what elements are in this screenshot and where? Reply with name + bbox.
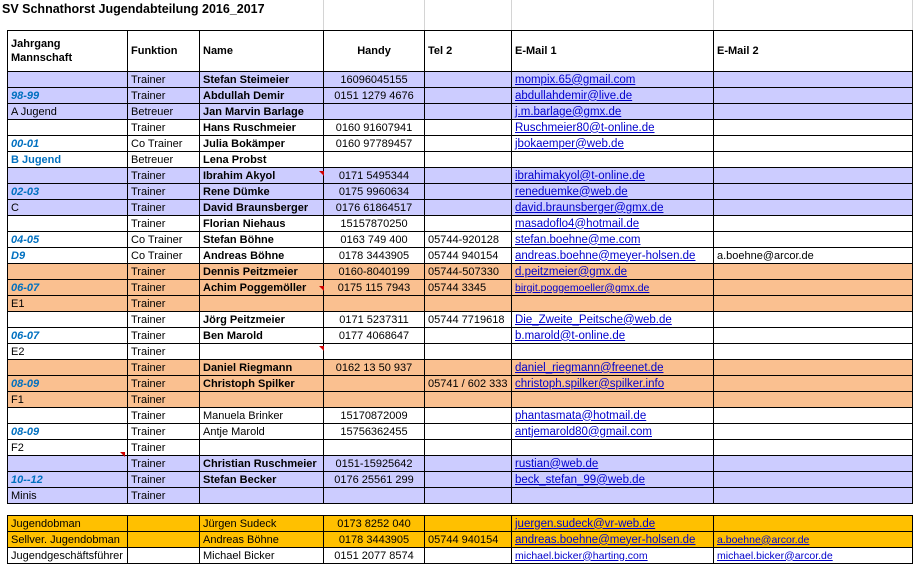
header-mannschaft-label: Mannschaft — [11, 52, 73, 64]
email2-cell — [714, 120, 913, 136]
handy-cell: 15756362455 — [324, 424, 425, 440]
name-cell: Antje Marold — [200, 424, 324, 440]
handy-cell: 0151-15925642 — [324, 456, 425, 472]
funktion-cell: Trainer — [128, 488, 200, 504]
handy-cell: 0171 5495344 — [324, 168, 425, 184]
email1-link[interactable]: andreas.boehne@meyer-holsen.de — [512, 532, 714, 548]
name-cell: Stefan Becker — [200, 472, 324, 488]
team-label — [8, 216, 128, 232]
table-row — [8, 360, 913, 376]
name-cell — [200, 440, 324, 456]
funktion-cell — [128, 548, 200, 564]
funktion-cell: Trainer — [128, 440, 200, 456]
team-label-text: 08-09 — [11, 377, 40, 390]
email2-link[interactable]: a.boehne@arcor.de — [714, 532, 913, 548]
email2-cell — [714, 72, 913, 88]
team-label — [8, 360, 128, 376]
funktion-cell: Trainer — [128, 376, 200, 392]
table-row — [8, 296, 913, 312]
team-label — [8, 456, 128, 472]
email2-cell — [714, 344, 913, 360]
table-row — [8, 248, 913, 264]
role-label: Sellver. Jugendobman — [8, 532, 128, 548]
table-row — [8, 232, 913, 248]
team-label: A Jugend — [8, 104, 128, 120]
email1-link[interactable]: birgit.poggemoeller@gmx.de — [512, 280, 714, 296]
handy-cell — [324, 104, 425, 120]
team-label-text: 02-03 — [11, 185, 40, 198]
email1-link[interactable] — [512, 440, 714, 456]
sheet-title: SV Schnathorst Jugendabteilung 2016_2017 — [2, 2, 265, 16]
name-cell: Andreas Böhne — [200, 248, 324, 264]
team-label — [8, 472, 128, 488]
name-cell: Stefan Steimeier — [200, 72, 324, 88]
name-cell: Abdullah Demir — [200, 88, 324, 104]
funktion-cell: Trainer — [128, 344, 200, 360]
tel2-cell — [425, 472, 512, 488]
handy-cell — [324, 392, 425, 408]
name-cell: Dennis Peitzmeier — [200, 264, 324, 280]
funktion-cell: Trainer — [128, 392, 200, 408]
team-label: F2 — [8, 440, 128, 456]
handy-cell: 0151 1279 4676 — [324, 88, 425, 104]
email2-cell — [714, 472, 913, 488]
email2-cell — [714, 88, 913, 104]
comment-marker — [319, 171, 324, 176]
table-row — [8, 168, 913, 184]
handy-cell: 0173 8252 040 — [324, 516, 425, 532]
team-label-text: B Jugend — [11, 153, 62, 166]
email2-cell — [714, 200, 913, 216]
team-label: E2 — [8, 344, 128, 360]
name-cell: Daniel Riegmann — [200, 360, 324, 376]
tel2-cell — [425, 360, 512, 376]
table-row — [8, 328, 913, 344]
tel2-cell: 05744-920128 — [425, 232, 512, 248]
funktion-cell — [128, 532, 200, 548]
name-cell: Jörg Peitzmeier — [200, 312, 324, 328]
table-row — [8, 424, 913, 440]
email2-cell — [714, 424, 913, 440]
table-row — [8, 344, 913, 360]
spacer-cell — [8, 504, 128, 516]
spacer-cell — [425, 504, 512, 516]
gridline — [424, 0, 425, 30]
handy-cell: 0176 61864517 — [324, 200, 425, 216]
header-handy: Handy — [324, 31, 425, 72]
tel2-cell: 05744 7719618 — [425, 312, 512, 328]
handy-cell: 0178 3443905 — [324, 248, 425, 264]
table-row — [8, 312, 913, 328]
tel2-cell — [425, 120, 512, 136]
email1-link[interactable]: juergen.sudeck@vr-web.de — [512, 516, 714, 532]
email1-link[interactable] — [512, 392, 714, 408]
email1-link[interactable]: d.peitzmeier@gmx.de — [512, 264, 714, 280]
funktion-cell: Trainer — [128, 424, 200, 440]
email2-link[interactable]: michael.bicker@arcor.de — [714, 548, 913, 564]
email2-cell — [714, 456, 913, 472]
name-cell: Andreas Böhne — [200, 532, 324, 548]
email1-link[interactable]: ibrahimakyol@t-online.de — [512, 168, 714, 184]
name-cell — [200, 344, 324, 360]
email1-link[interactable]: abdullahdemir@live.de — [512, 88, 714, 104]
team-label — [8, 280, 128, 296]
email1-link[interactable]: david.braunsberger@gmx.de — [512, 200, 714, 216]
email1-link[interactable] — [512, 344, 714, 360]
tel2-cell — [425, 104, 512, 120]
team-label — [8, 248, 128, 264]
team-label — [8, 312, 128, 328]
email1-link[interactable]: mompix.65@gmail.com — [512, 72, 714, 88]
table-row — [8, 264, 913, 280]
email2-cell — [714, 136, 913, 152]
handy-cell: 0175 9960634 — [324, 184, 425, 200]
spacer-cell — [324, 504, 425, 516]
staff-row — [8, 532, 913, 548]
tel2-cell — [425, 328, 512, 344]
handy-cell: 0163 749 400 — [324, 232, 425, 248]
header-tel2: Tel 2 — [425, 31, 512, 72]
table-row — [8, 440, 913, 456]
table-row — [8, 136, 913, 152]
team-label — [8, 72, 128, 88]
email2-cell — [714, 184, 913, 200]
tel2-cell — [425, 392, 512, 408]
funktion-cell: Trainer — [128, 184, 200, 200]
team-label-text: D9 — [11, 249, 26, 262]
email1-link[interactable] — [512, 152, 714, 168]
email2-cell: a.boehne@arcor.de — [714, 248, 913, 264]
name-cell: David Braunsberger — [200, 200, 324, 216]
spacer-cell — [128, 504, 200, 516]
tel2-cell — [425, 516, 512, 532]
comment-marker — [319, 346, 324, 351]
comment-marker — [120, 452, 125, 457]
email1-link[interactable]: andreas.boehne@meyer-holsen.de — [512, 248, 714, 264]
team-label — [8, 376, 128, 392]
email1-link[interactable]: christoph.spilker@spilker.info — [512, 376, 714, 392]
name-cell: Jan Marvin Barlage — [200, 104, 324, 120]
comment-marker — [319, 286, 324, 291]
email2-cell — [714, 312, 913, 328]
header-row — [8, 31, 913, 72]
tel2-cell: 05744 940154 — [425, 248, 512, 264]
role-label: Jugendobman — [8, 516, 128, 532]
gridline — [511, 0, 512, 30]
handy-cell: 15157870250 — [324, 216, 425, 232]
name-cell: Julia Bokämper — [200, 136, 324, 152]
handy-cell: 0177 4068647 — [324, 328, 425, 344]
name-cell: Ibrahim Akyol — [200, 168, 324, 184]
name-cell: Hans Ruschmeier — [200, 120, 324, 136]
handy-cell: 0160 97789457 — [324, 136, 425, 152]
funktion-cell: Trainer — [128, 456, 200, 472]
table-row — [8, 104, 913, 120]
email1-link[interactable]: b.marold@t-online.de — [512, 328, 714, 344]
email1-link[interactable]: rustian@web.de — [512, 456, 714, 472]
handy-cell — [324, 440, 425, 456]
tel2-cell: 05744-507330 — [425, 264, 512, 280]
team-label — [8, 136, 128, 152]
email1-link[interactable] — [512, 296, 714, 312]
tel2-cell — [425, 216, 512, 232]
email1-link[interactable]: Die_Zweite_Peitsche@web.de — [512, 312, 714, 328]
handy-cell: 0162 13 50 937 — [324, 360, 425, 376]
table-row — [8, 200, 913, 216]
handy-cell: 0171 5237311 — [324, 312, 425, 328]
team-label — [8, 120, 128, 136]
tel2-cell — [425, 184, 512, 200]
header-jahrgang-label: Jahrgang — [11, 38, 61, 50]
name-cell — [200, 488, 324, 504]
email2-cell — [714, 328, 913, 344]
funktion-cell: Trainer — [128, 312, 200, 328]
team-label — [8, 328, 128, 344]
handy-cell: 16096045155 — [324, 72, 425, 88]
team-label: F1 — [8, 392, 128, 408]
contacts-table — [7, 30, 913, 564]
header-name: Name — [200, 31, 324, 72]
header-funktion: Funktion — [128, 31, 200, 72]
email1-link[interactable]: phantasmata@hotmail.de — [512, 408, 714, 424]
email2-link[interactable] — [714, 516, 913, 532]
funktion-cell: Trainer — [128, 472, 200, 488]
handy-cell: 0160 91607941 — [324, 120, 425, 136]
team-label-text: 98-99 — [11, 89, 40, 102]
name-cell: Achim Poggemöller — [200, 280, 324, 296]
team-label-text: 06-07 — [11, 281, 40, 294]
handy-cell: 0175 115 7943 — [324, 280, 425, 296]
handy-cell: 0178 3443905 — [324, 532, 425, 548]
name-cell: Florian Niehaus — [200, 216, 324, 232]
tel2-cell — [425, 488, 512, 504]
funktion-cell: Trainer — [128, 408, 200, 424]
email2-cell — [714, 488, 913, 504]
tel2-cell — [425, 200, 512, 216]
tel2-cell: 05741 / 602 333 — [425, 376, 512, 392]
name-cell — [200, 296, 324, 312]
email2-cell — [714, 280, 913, 296]
spacer-cell — [714, 504, 913, 516]
funktion-cell: Trainer — [128, 72, 200, 88]
header-email2: E-Mail 2 — [714, 31, 913, 72]
gridline — [912, 0, 913, 30]
name-cell: Lena Probst — [200, 152, 324, 168]
table-row — [8, 72, 913, 88]
email2-cell — [714, 408, 913, 424]
email1-link[interactable]: masadoflo4@hotmail.de — [512, 216, 714, 232]
email2-cell — [714, 296, 913, 312]
handy-cell: 0151 2077 8574 — [324, 548, 425, 564]
table-row — [8, 88, 913, 104]
staff-row — [8, 516, 913, 532]
handy-cell: 0176 25561 299 — [324, 472, 425, 488]
spacer-cell — [200, 504, 324, 516]
tel2-cell: 05744 940154 — [425, 532, 512, 548]
staff-row — [8, 548, 913, 564]
team-label — [8, 232, 128, 248]
table-row — [8, 152, 913, 168]
funktion-cell: Betreuer — [128, 104, 200, 120]
team-label-text: 08-09 — [11, 425, 40, 438]
gridline — [323, 0, 324, 30]
table-row — [8, 456, 913, 472]
team-label — [8, 88, 128, 104]
team-label: Minis — [8, 488, 128, 504]
email2-cell — [714, 216, 913, 232]
tel2-cell — [425, 88, 512, 104]
funktion-cell: Betreuer — [128, 152, 200, 168]
email1-link[interactable]: stefan.boehne@me.com — [512, 232, 714, 248]
email1-link[interactable]: beck_stefan_99@web.de — [512, 472, 714, 488]
name-cell: Rene Dümke — [200, 184, 324, 200]
team-label: E1 — [8, 296, 128, 312]
name-cell: Michael Bicker — [200, 548, 324, 564]
name-cell: Ben Marold — [200, 328, 324, 344]
handy-cell: 15170872009 — [324, 408, 425, 424]
team-label — [8, 264, 128, 280]
funktion-cell: Trainer — [128, 296, 200, 312]
team-label — [8, 152, 128, 168]
funktion-cell: Trainer — [128, 88, 200, 104]
name-cell: Manuela Brinker — [200, 408, 324, 424]
funktion-cell: Trainer — [128, 280, 200, 296]
tel2-cell — [425, 440, 512, 456]
tel2-cell: 05744 3345 — [425, 280, 512, 296]
name-cell — [200, 392, 324, 408]
funktion-cell: Trainer — [128, 264, 200, 280]
funktion-cell: Trainer — [128, 216, 200, 232]
name-cell: Stefan Böhne — [200, 232, 324, 248]
tel2-cell — [425, 548, 512, 564]
team-label-text: 00-01 — [11, 137, 40, 150]
funktion-cell: Co Trainer — [128, 136, 200, 152]
table-row — [8, 488, 913, 504]
team-label: C — [8, 200, 128, 216]
team-label-text: 04-05 — [11, 233, 40, 246]
email2-cell — [714, 376, 913, 392]
name-cell: Christian Ruschmeier — [200, 456, 324, 472]
email2-cell — [714, 168, 913, 184]
email1-link[interactable]: jbokaemper@web.de — [512, 136, 714, 152]
table-row — [8, 280, 913, 296]
table-row — [8, 392, 913, 408]
email1-link[interactable]: reneduemke@web.de — [512, 184, 714, 200]
gridline — [713, 0, 714, 30]
email2-cell — [714, 360, 913, 376]
header-jahrgang — [8, 31, 128, 72]
table-row — [8, 184, 913, 200]
funktion-cell: Trainer — [128, 200, 200, 216]
funktion-cell: Co Trainer — [128, 232, 200, 248]
email2-cell — [714, 440, 913, 456]
team-label — [8, 408, 128, 424]
tel2-cell — [425, 456, 512, 472]
email2-cell — [714, 232, 913, 248]
email1-link[interactable]: michael.bicker@harting.com — [512, 548, 714, 564]
table-row — [8, 376, 913, 392]
email1-link[interactable]: j.m.barlage@gmx.de — [512, 104, 714, 120]
role-label: Jugendgeschäftsführer — [8, 548, 128, 564]
tel2-cell — [425, 136, 512, 152]
funktion-cell — [128, 516, 200, 532]
handy-cell — [324, 488, 425, 504]
funktion-cell: Trainer — [128, 120, 200, 136]
spacer-cell — [512, 504, 714, 516]
email1-link[interactable] — [512, 488, 714, 504]
tel2-cell — [425, 408, 512, 424]
team-label — [8, 184, 128, 200]
tel2-cell — [425, 296, 512, 312]
table-row — [8, 472, 913, 488]
handy-cell — [324, 344, 425, 360]
tel2-cell — [425, 424, 512, 440]
team-label — [8, 168, 128, 184]
tel2-cell — [425, 152, 512, 168]
email1-link[interactable]: antjemarold80@gmail.com — [512, 424, 714, 440]
funktion-cell: Trainer — [128, 360, 200, 376]
funktion-cell: Co Trainer — [128, 248, 200, 264]
email2-cell — [714, 264, 913, 280]
email2-cell — [714, 104, 913, 120]
team-label-text: 10--12 — [11, 473, 43, 486]
handy-cell — [324, 376, 425, 392]
name-cell: Christoph Spilker — [200, 376, 324, 392]
handy-cell: 0160-8040199 — [324, 264, 425, 280]
email2-cell — [714, 152, 913, 168]
team-label-text: 06-07 — [11, 329, 40, 342]
spacer-row — [8, 504, 913, 516]
tel2-cell — [425, 168, 512, 184]
email1-link[interactable]: Ruschmeier80@t-online.de — [512, 120, 714, 136]
tel2-cell — [425, 72, 512, 88]
table-row — [8, 216, 913, 232]
funktion-cell: Trainer — [128, 328, 200, 344]
team-label — [8, 424, 128, 440]
handy-cell — [324, 296, 425, 312]
email2-cell — [714, 392, 913, 408]
table-row — [8, 120, 913, 136]
email1-link[interactable]: daniel_riegmann@freenet.de — [512, 360, 714, 376]
tel2-cell — [425, 344, 512, 360]
name-cell: Jürgen Sudeck — [200, 516, 324, 532]
table-row — [8, 408, 913, 424]
handy-cell — [324, 152, 425, 168]
header-email1: E-Mail 1 — [512, 31, 714, 72]
funktion-cell: Trainer — [128, 168, 200, 184]
